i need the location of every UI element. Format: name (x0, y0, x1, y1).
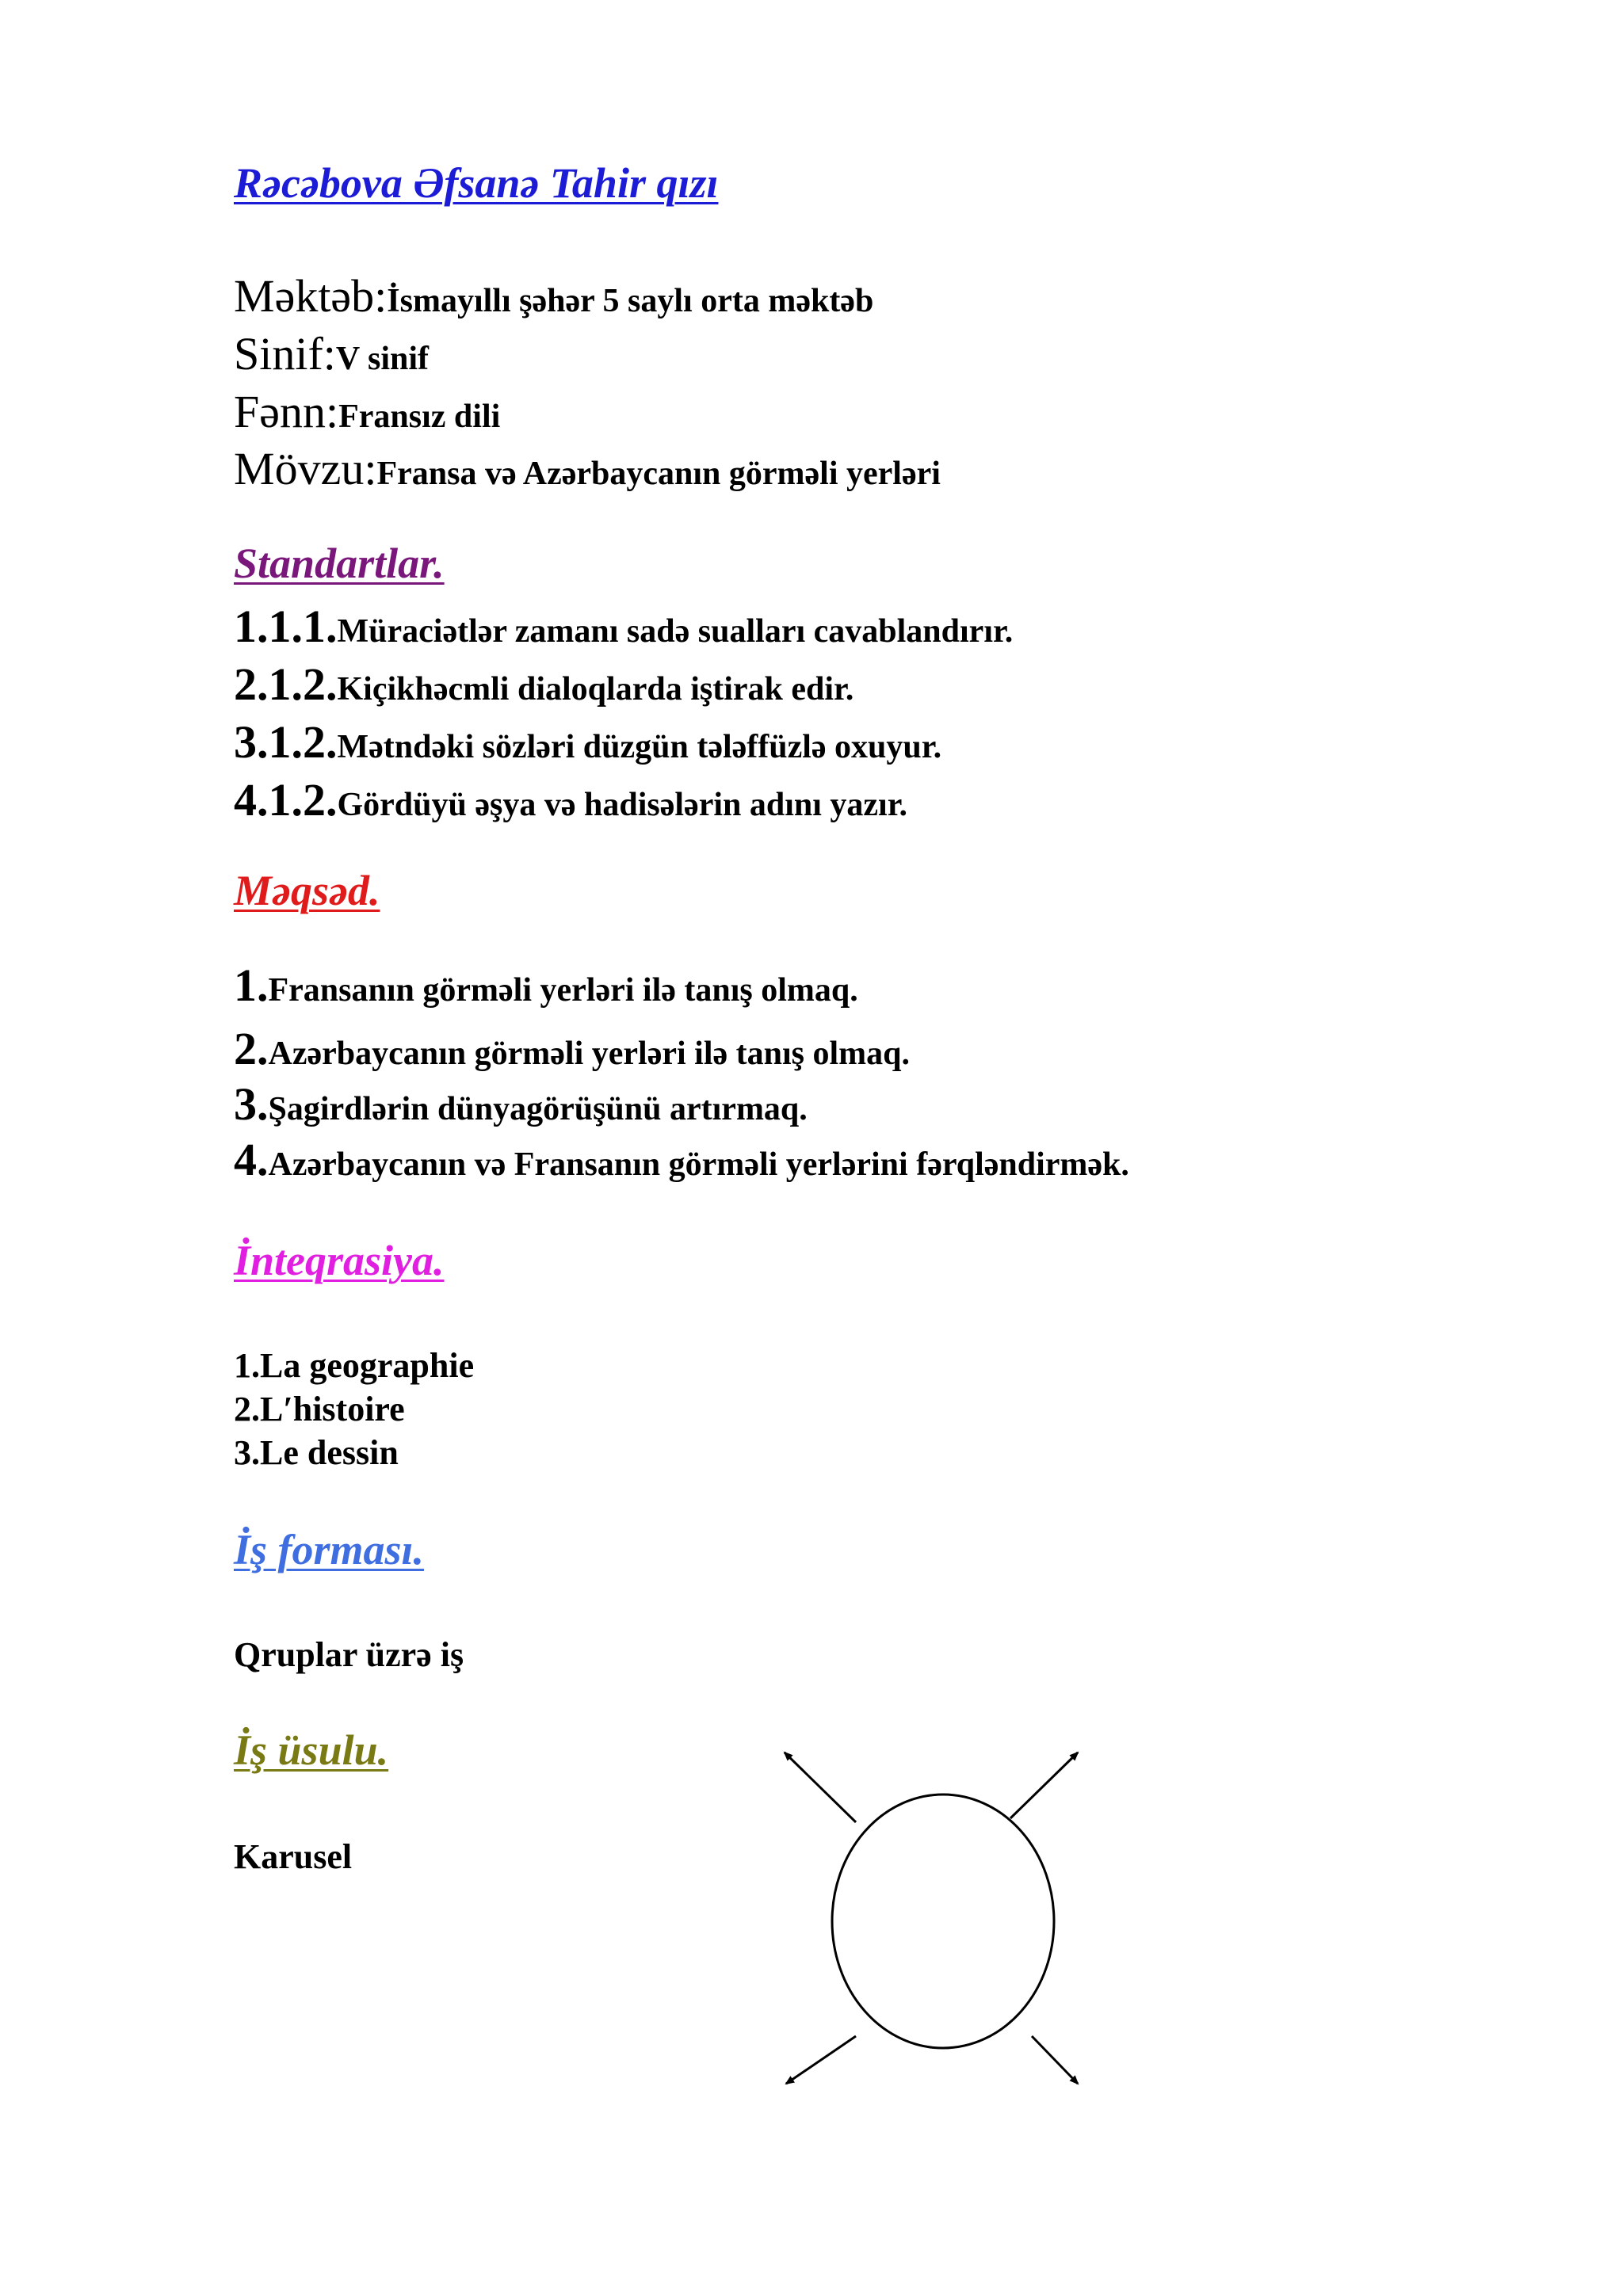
arrow-top-left (785, 1753, 856, 1822)
arrow-bottom-right (1032, 2036, 1078, 2084)
goals-heading: Məqsəd. (234, 867, 380, 914)
carousel-circle (832, 1794, 1054, 2048)
goal-text: Azərbaycanın və Fransanın görməli yerlərini fərqləndirmək. (268, 1146, 1129, 1183)
goal-text: Şagirdlərin dünyagörüşünü artırmaq. (268, 1091, 808, 1127)
author-name: Rəcəbova Əfsanə Tahir qızı (234, 159, 719, 207)
info-topic (234, 442, 941, 495)
goal-text: Azərbaycanın görməli yerləri ilə tanış olmaq. (268, 1035, 911, 1072)
goal-item (234, 1077, 808, 1131)
info-label: Məktəb: (234, 270, 388, 322)
goal-number: 1. (234, 959, 269, 1011)
work-form-text: Qruplar üzrə iş (234, 1635, 464, 1674)
goal-text: Fransanın görməli yerləri ilə tanış olmaq. (268, 972, 858, 1009)
standard-number: 1.1.1. (234, 601, 338, 652)
standards-heading: Standartlar. (234, 540, 445, 587)
info-label: Mövzu: (234, 443, 377, 494)
standard-item (234, 773, 907, 826)
integration-item: 1.La geographie (234, 1346, 475, 1385)
integration-item: 3.Le dessin (234, 1433, 399, 1472)
info-school (234, 269, 873, 322)
info-subject (234, 385, 500, 438)
goal-item (234, 959, 858, 1012)
standard-text: Müraciətlər zamanı sadə sualları cavablandırır. (337, 613, 1014, 650)
integration-heading: İnteqrasiya. (234, 1237, 445, 1284)
goal-number: 4. (234, 1134, 269, 1185)
standard-item (234, 658, 854, 711)
standard-number: 4.1.2. (234, 774, 338, 826)
work-form-heading: İş forması. (234, 1526, 425, 1573)
standard-item (234, 600, 1013, 653)
goal-number: 2. (234, 1023, 269, 1074)
info-value: Fransa və Azərbaycanın görməli yerləri (376, 456, 941, 492)
arrow-top-right (1010, 1753, 1078, 1818)
info-value: V sinif (335, 341, 430, 377)
arrow-bottom-left (786, 2036, 856, 2084)
integration-item: 2.L′histoire (234, 1390, 405, 1428)
info-label: Fənn: (234, 386, 339, 437)
work-method-text: Karusel (234, 1837, 353, 1876)
work-method-heading: İş üsulu. (234, 1726, 389, 1774)
goal-number: 3. (234, 1078, 269, 1130)
info-class (234, 327, 429, 380)
standard-text: Gördüyü əşya və hadisələrin adını yazır. (337, 787, 908, 823)
standard-number: 2.1.2. (234, 658, 338, 710)
goal-item (234, 1022, 910, 1075)
goal-item (234, 1133, 1129, 1186)
standard-item (234, 715, 941, 769)
standard-number: 3.1.2. (234, 716, 338, 768)
standard-text: Kiçikhəcmli dialoqlarda iştirak edir. (337, 671, 854, 707)
info-label: Sinif: (234, 328, 336, 379)
info-value: İsmayıllı şəhər 5 saylı orta məktəb (387, 283, 874, 319)
standard-text: Mətndəki sözləri düzgün tələffüzlə oxuyur. (337, 729, 942, 765)
info-value: Fransız dili (338, 399, 501, 435)
carousel-diagram (761, 1727, 1109, 2123)
